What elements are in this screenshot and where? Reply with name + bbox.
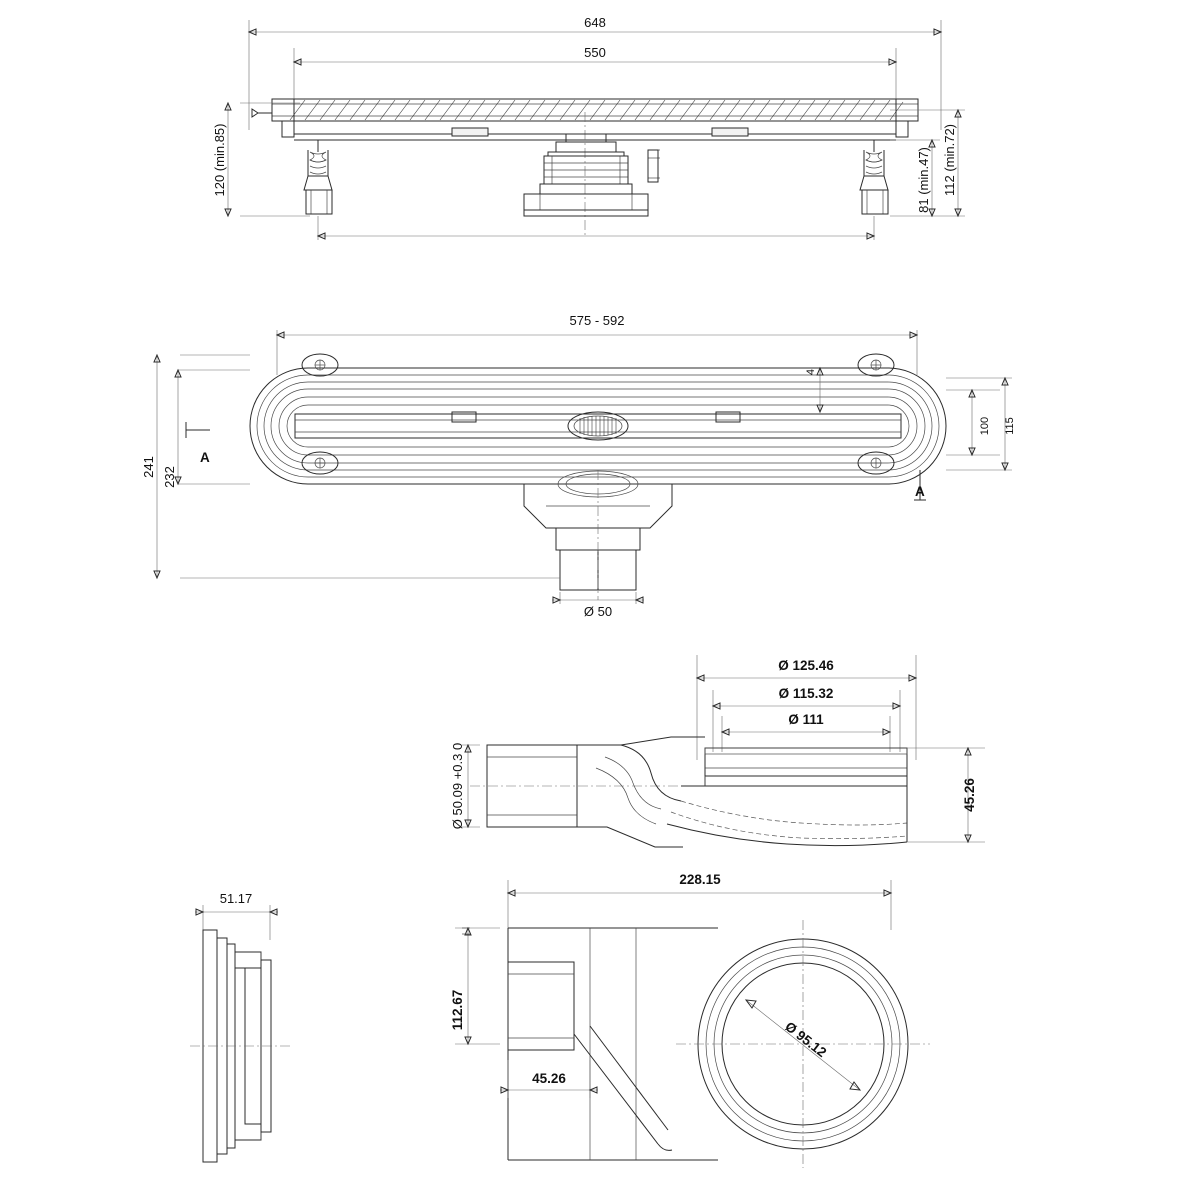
dim-overall-width: 241 <box>141 456 156 478</box>
dim-trapplan-offset: 45.26 <box>532 1071 566 1086</box>
dim-trapplan-length: 228.15 <box>679 872 721 887</box>
plan-outlet <box>524 470 672 619</box>
view-section-elevation <box>212 15 965 240</box>
dim-flange-inner: Ø 111 <box>788 712 824 727</box>
leg-right <box>860 140 888 214</box>
leg-left <box>304 140 332 214</box>
section-label-left: A <box>200 450 210 465</box>
dim-overall-length: 648 <box>584 15 606 30</box>
dim-end-width: 51.17 <box>219 891 253 906</box>
section-label-right: A <box>915 484 925 499</box>
view-plan <box>141 313 1016 619</box>
dim-body-length: 550 <box>584 45 606 60</box>
dim-height-right: 112 (min.72) <box>942 123 957 197</box>
dim-height-inner: 81 (min.47) <box>916 147 931 213</box>
dim-adjust-length: 575 - 592 <box>569 313 625 328</box>
dim-small-tick: 4 <box>805 368 817 376</box>
view-trap-section <box>450 655 985 847</box>
dim-outlet-dia: Ø 50 <box>583 604 613 619</box>
dim-outlet-tolerance: Ø 50.09 +0.3 0 <box>450 742 465 830</box>
view-trap-plan <box>450 872 930 1168</box>
mount-tab-tr <box>858 354 894 376</box>
dim-inner-width-b: 115 <box>1004 417 1016 435</box>
trap-body-elevation <box>524 112 660 238</box>
dim-body-width: 232 <box>162 466 177 488</box>
dim-flange-outer: Ø 125.46 <box>778 658 834 673</box>
mount-tab-tl <box>302 354 338 376</box>
dim-trapplan-depth: 112.67 <box>450 989 465 1031</box>
dim-bore: Ø 95.12 <box>782 1018 830 1061</box>
dim-flange-mid: Ø 115.32 <box>778 686 834 701</box>
dim-trap-height: 45.26 <box>962 778 977 812</box>
dim-height-left: 120 (min.85) <box>212 123 227 197</box>
dim-inner-width-a: 100 <box>979 416 991 436</box>
plan-drain-centre <box>568 412 628 440</box>
view-trap-end <box>190 891 290 1162</box>
